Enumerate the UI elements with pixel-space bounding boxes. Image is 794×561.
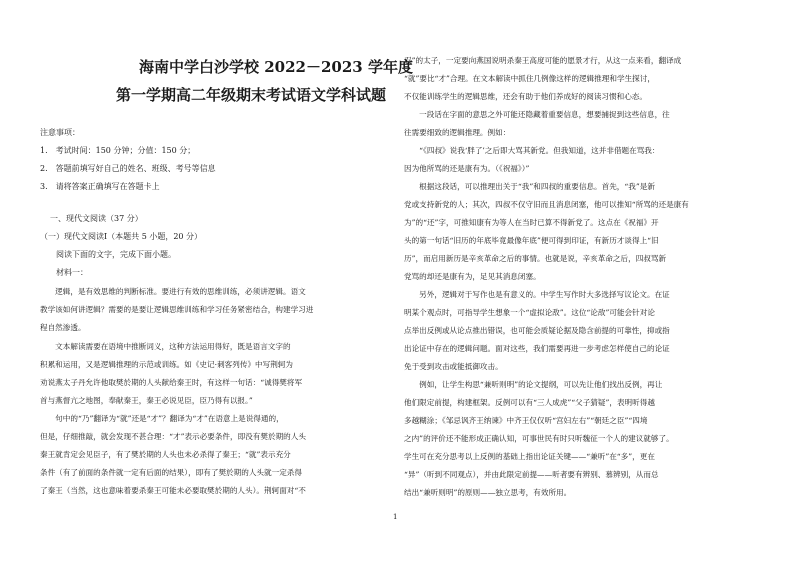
body-line: 例如，让学生构思“兼听则明”的论文提纲，可以先让他们找出反例，再让 [404, 380, 663, 389]
body-line: “《四叔》说我‘胖了’之后即大骂其新党。但我知道，这并非借题在骂我： [404, 146, 660, 155]
body-line: 出论证中存在的逻辑问题。面对这些，我们需要再进一步考虑怎样使自己的论证 [404, 344, 670, 353]
body-line: 为”的“还”字，可推知康有为等人在当时已算不得新党了。这点在《祝福》开 [404, 218, 659, 227]
body-line: 根据这段话，可以推理出关于“我”和四叔的重要信息。首先，“我”是新 [404, 182, 655, 191]
body-line: 秦王就肯定会见臣子，有了樊於期的人头也未必杀得了秦王；“就”表示充分 [40, 450, 291, 459]
body-line: 另外，逻辑对于写作也是有意义的。中学生写作时大多选择写议论文。在证 [404, 290, 670, 299]
notes-heading: 注意事项： [40, 128, 80, 137]
body-line: “异”（听到不同观点），并由此限定前提——听者要有辨别、慕辨别，从而总 [404, 470, 659, 479]
body-line: 点举出反例或从论点推出错误，也可能会质疑论据及隐含前提的可靠性，抑或指 [404, 326, 670, 335]
body-line: “就”要比“才”合理。在文本解读中抓住几例像这样的逻辑推理和学生探讨， [404, 74, 655, 83]
body-line: 首与燕督亢之地图，奉献秦王，秦王必说见臣，臣乃得有以报。” [40, 396, 253, 405]
body-line: 多越糊涂；《邹忌讽齐王纳谏》中齐王仅仅听“宫妇左右”“朝廷之臣”“四境 [404, 416, 648, 425]
body-line: 结出“兼听则明”的原则——独立思考，有效所用。 [404, 488, 572, 497]
body-line: 学生可在充分思考以上反例的基础上指出论证关键——“兼听”在“多”，更在 [404, 452, 655, 461]
page-title-line1: 海南中学白沙学校 2022－2023 学年度 [139, 58, 413, 76]
body-line: 教学该如何讲逻辑？需要的是要让逻辑思维训练和学习任务紧密结合，构建学习进 [40, 305, 314, 314]
body-line: 了秦王（当然，这也意味着要杀秦王可能未必要取樊於期的人头）。荆轲面对“不 [40, 486, 306, 495]
body-line: 因为他所骂的还是康有为。（《祝福》）” [404, 164, 530, 173]
page-title-line2: 第一学期高二年级期末考试语文学科试题 [116, 86, 387, 104]
body-line: 往需要细致的逻辑推理。例如： [404, 128, 511, 137]
body-line: 之内”的评价还不能形成正确认知，可事世民有时只听魏征一个人的建议就够了。 [404, 434, 674, 443]
body-line: 头的第一句话“旧历的年底毕竟最像年底”便可得到印证，有新历才谈得上“旧 [404, 236, 659, 245]
body-line: 逻辑，是有效思维的判断标准。要进行有效的思维训练，必须讲逻辑。语文 [40, 287, 306, 296]
material-label: 材料一： [56, 268, 88, 277]
body-line: 不仅能训练学生的逻辑思维，还会有助于他们养成好的阅读习惯和心态。 [404, 92, 647, 101]
body-line: 党骂的却还是康有为，足见其消息闭塞。 [404, 272, 541, 281]
note-item: 1. 考试时间：150 分钟；分值：150 分； [40, 146, 196, 155]
body-line: 文本解读需要在语境中推断词义，这种方法运用得好，既是语言文字的 [40, 342, 291, 351]
body-line: 党或支持新党的人；其次，四叔不仅守旧而且消息闭塞，他可以推知“所骂的还是康有 [404, 200, 689, 209]
sub-heading: （一）现代文阅读Ⅰ（本题共 5 小题，20 分） [40, 232, 203, 241]
body-line: 积累和运用，又是逻辑推理的示范或训练。如《史记·刺客列传》中写荆轲为 [40, 360, 294, 369]
body-line: 忍”的太子，一定要向燕国说明杀秦王高度可能的愿景才行，从这一点来看，翻译成 [404, 56, 682, 65]
body-line: 但是，仔细推敲，就会发现不甚合理：“才”表示必要条件，即没有樊於期的人头 [40, 432, 306, 441]
body-line: 免于受到攻击或能抵御攻击。 [404, 362, 503, 371]
body-line: 明某个观点时，可指导学生想象一个“虚拟论敌”。这位“论敌”可能会针对论 [404, 308, 655, 317]
body-line: 一段话在字面的意思之外可能还隐藏着重要信息，想要捕捉到这些信息，往 [404, 110, 670, 119]
body-line: 历”，而启用新历是辛亥革命之后的事情。也就是说，辛亥革命之后，四叔骂新 [404, 254, 667, 263]
instruction-text: 阅读下面的文字，完成下面小题。 [56, 250, 176, 259]
section-heading: 一、现代文阅读（37 分） [50, 214, 143, 223]
body-line: 劝说燕太子丹允许他取樊於期的人头献给秦王时，有这样一句话：“诚得樊将军 [40, 378, 303, 387]
note-item: 2. 答题前填写好自己的姓名、班级、考号等信息 [40, 164, 216, 173]
page-number: 1 [393, 513, 398, 521]
note-item: 3. 请将答案正确填写在答题卡上 [40, 182, 160, 191]
body-line: 他们限定前提，构建框架。反例可以有“三人成虎”“父子猜疑”，表明听得越 [404, 398, 655, 407]
body-line: 句中的“乃”翻译为“就”还是“才”？翻译为“才”在语意上是说得通的， [40, 414, 284, 423]
body-line: 程自然渗透。 [40, 323, 86, 332]
body-line: 条件（有了前面的条件就一定有后面的结果），即有了樊於期的人头就一定杀得 [40, 468, 302, 477]
